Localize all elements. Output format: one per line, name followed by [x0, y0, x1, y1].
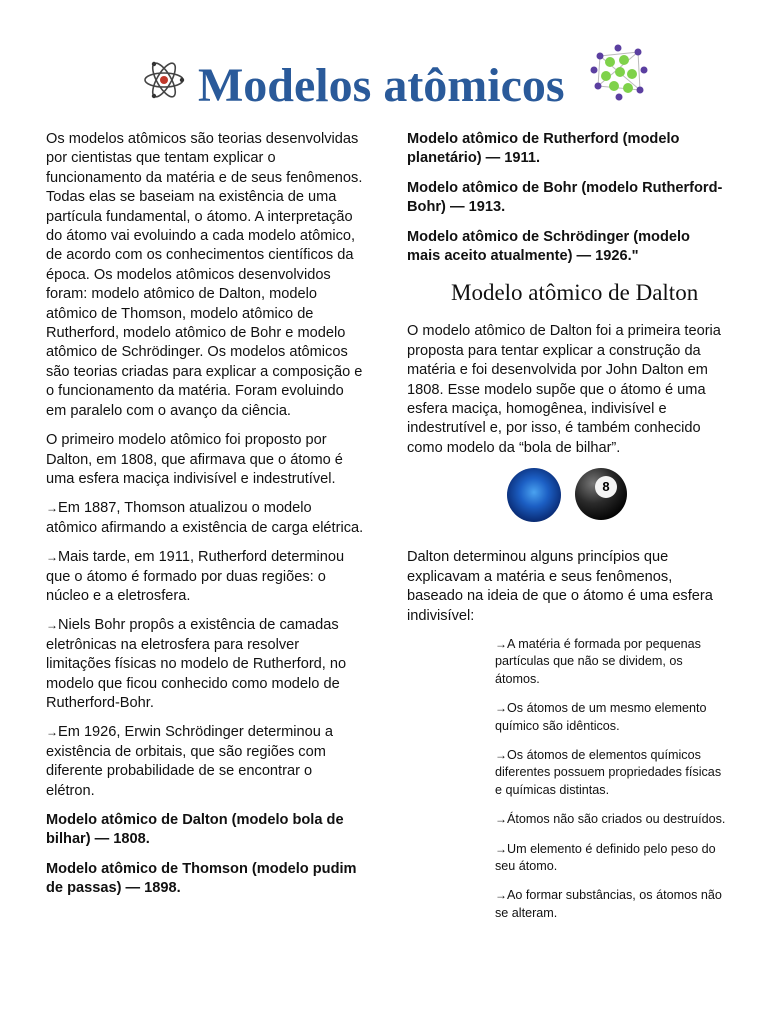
dalton-first-paragraph: O primeiro modelo atômico foi proposto por Dalton, em 1808, que afirmava que o átomo é uma esfera maciça indivisível e indestrutível.: [46, 432, 343, 487]
eight-ball-label: 8: [595, 476, 617, 498]
thomson-text: Em 1887, Thomson atualizou o modelo atômico afirmando a existência de carga elétrica.: [46, 500, 364, 536]
schrodinger-paragraph: [46, 723, 364, 801]
header: [0, 40, 768, 120]
section-heading: Modelo atômico de Dalton: [451, 280, 699, 306]
rutherford-paragraph: [46, 548, 364, 606]
thomson-model-year: Modelo atômico de Thomson (modelo pudim de passas) — 1898.: [46, 860, 357, 897]
list-item: →Ao formar substâncias, os átomos não se alteram.: [495, 888, 722, 920]
arrow-icon: →: [46, 618, 58, 633]
arrow-icon: →: [46, 725, 58, 740]
bohr-paragraph: [46, 616, 364, 713]
blue-sphere-image: [507, 468, 561, 522]
schrodinger-text: Em 1926, Erwin Schrödinger determinou a existência de orbitais, que são regiões com diferente probabilidade de se encontrar o elétron.: [46, 724, 333, 799]
arrow-icon: →: [46, 550, 58, 565]
list-item: →A matéria é formada por pequenas partículas que não se dividem, os átomos.: [495, 636, 701, 686]
principles-intro: Dalton determinou alguns princípios que explicavam a matéria e seus fenômenos, baseado na ideia de que o átomo é uma esfera indivisível:: [407, 549, 713, 624]
rutherford-model-year: Modelo atômico de Rutherford (modelo planetário) — 1911.: [407, 131, 680, 167]
molecule-icon: [590, 42, 648, 102]
arrow-icon: →: [495, 636, 507, 651]
list-item: →Átomos não são criados ou destruídos.: [495, 812, 726, 827]
arrow-icon: →: [495, 747, 507, 762]
schrodinger-model-year: Modelo atômico de Schrödinger (modelo mais aceito atualmente) — 1926.": [407, 228, 690, 265]
billiard-balls-image: [407, 468, 727, 530]
thomson-paragraph: [46, 499, 364, 538]
right-column: [407, 130, 727, 934]
arrow-icon: →: [495, 841, 507, 856]
dalton-model-year: Modelo atômico de Dalton (modelo bola de bilhar) — 1808.: [46, 812, 344, 848]
bohr-text: Niels Bohr propôs a existência de camadas eletrônicas na eletrosfera para resolver limitações físicas no modelo de Rutherford, no modelo que ficou conhecido como modelo de Rutherford-Bohr.: [46, 617, 347, 711]
rutherford-text: Mais tarde, em 1911, Rutherford determinou que o átomo é formado por duas regiões: o núcleo e a eletrosfera.: [46, 549, 345, 604]
arrow-icon: →: [495, 888, 507, 903]
page-title: Modelos atômicos: [198, 59, 565, 112]
list-item: →Um elemento é definido pelo peso do seu átomo.: [495, 841, 716, 873]
eight-ball-image: [575, 468, 627, 520]
dalton-description: O modelo atômico de Dalton foi a primeira teoria proposta para tentar explicar a construção da matéria e foi desenvolvida por John Dalton em 1808. Esse modelo supõe que o átomo é uma esfera maciça, homogênea, indivisível e indestrutível e, por isso, é também conhecido como modelo da “bola de bilhar”.: [407, 323, 721, 456]
intro-paragraph: Os modelos atômicos são teorias desenvolvidas por cientistas que tentam explicar o funcionamento da matéria e de seus fenômenos. Todas elas se baseiam na existência de uma partícula fundamental, o átomo. A interpretação do átomo vai evoluindo a cada modelo atômico, de acordo com os conhecimentos científicos da época. Os modelos atômicos desenvolvidos foram: modelo atômico de Dalton, modelo atômico de Thomson, modelo atômico de Rutherford, modelo atômico de Bohr e modelo atômico de Schrödinger. Os modelos atômicos são teorias criadas para explicar a composição e o funcionamento da matéria. Foram evoluindo em paralelo com o avanço da ciência.: [46, 131, 363, 419]
arrow-icon: →: [46, 501, 58, 516]
arrow-icon: →: [495, 812, 507, 827]
list-item: →Os átomos de um mesmo elemento químico são idênticos.: [495, 701, 707, 733]
bohr-model-year: Modelo atômico de Bohr (modelo Rutherford-Bohr) — 1913.: [407, 179, 723, 216]
principles-list: [495, 636, 727, 922]
atom-icon: [142, 58, 186, 102]
arrow-icon: →: [495, 701, 507, 716]
list-item: →Os átomos de elementos químicos diferentes possuem propriedades físicas e químicas distintas.: [495, 747, 722, 797]
left-column: [46, 130, 364, 909]
